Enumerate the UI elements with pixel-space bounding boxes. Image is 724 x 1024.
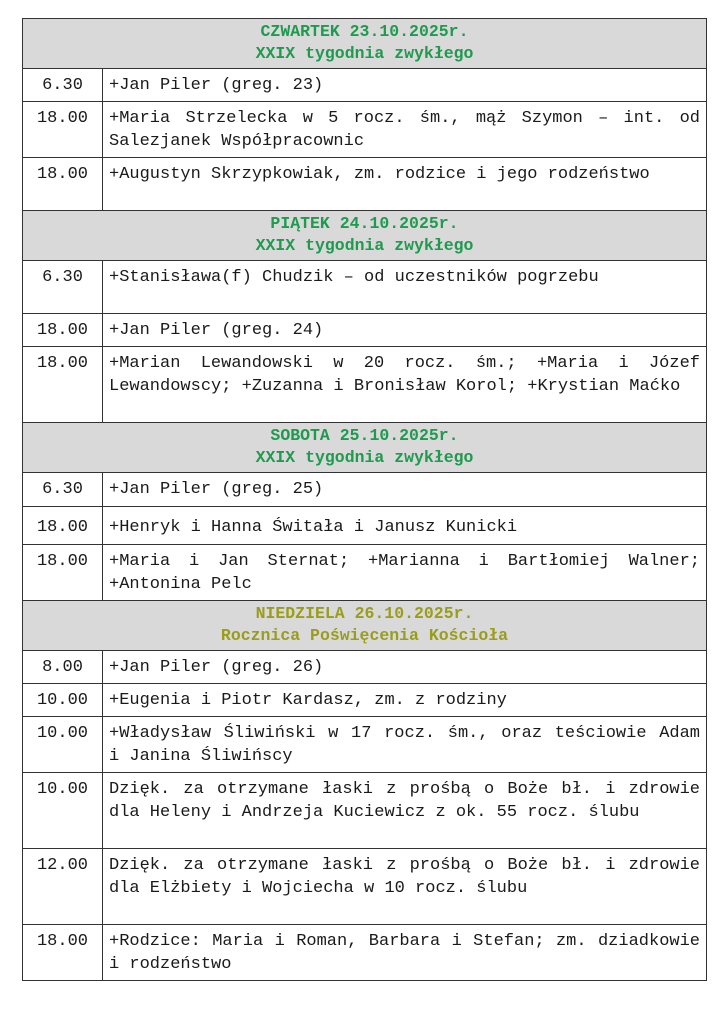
mass-time: 6.30 bbox=[23, 69, 103, 102]
mass-time: 18.00 bbox=[23, 347, 103, 423]
day-header-friday bbox=[23, 211, 707, 261]
mass-intention: Dzięk. za otrzymane łaski z prośbą o Boże bł. i zdrowie dla Elżbiety i Wojciecha w 10 rocz. ślubu bbox=[103, 849, 707, 925]
mass-intention: +Jan Piler (greg. 25) bbox=[103, 473, 707, 507]
mass-intention: +Jan Piler (greg. 26) bbox=[103, 651, 707, 684]
mass-intention: +Henryk i Hanna Świtała i Janusz Kunicki bbox=[103, 507, 707, 545]
mass-time: 18.00 bbox=[23, 102, 103, 158]
mass-time: 8.00 bbox=[23, 651, 103, 684]
mass-intention: +Jan Piler (greg. 23) bbox=[103, 69, 707, 102]
mass-row bbox=[23, 651, 707, 684]
mass-intention: +Maria i Jan Sternat; +Marianna i Bartłomiej Walner; +Antonina Pelc bbox=[103, 545, 707, 601]
mass-row bbox=[23, 507, 707, 545]
day-subtitle: Rocznica Poświęcenia Kościoła bbox=[220, 626, 509, 645]
mass-intention: +Maria Strzelecka w 5 rocz. śm., mąż Szymon – int. od Salezjanek Współpracownic bbox=[103, 102, 707, 158]
day-header-thursday bbox=[23, 19, 707, 69]
mass-row bbox=[23, 102, 707, 158]
day-subtitle: XXIX tygodnia zwykłego bbox=[255, 236, 474, 255]
day-title: NIEDZIELA 26.10.2025r. bbox=[255, 604, 474, 623]
mass-schedule-table bbox=[22, 18, 707, 981]
mass-row bbox=[23, 925, 707, 981]
mass-time: 10.00 bbox=[23, 684, 103, 717]
mass-time: 10.00 bbox=[23, 773, 103, 849]
mass-time: 18.00 bbox=[23, 507, 103, 545]
mass-time: 18.00 bbox=[23, 314, 103, 347]
mass-intention: Dzięk. za otrzymane łaski z prośbą o Boże bł. i zdrowie dla Heleny i Andrzeja Kuciewicz z ok. 55 rocz. ślubu bbox=[103, 773, 707, 849]
mass-intention: +Jan Piler (greg. 24) bbox=[103, 314, 707, 347]
mass-row bbox=[23, 545, 707, 601]
mass-time: 18.00 bbox=[23, 925, 103, 981]
mass-row bbox=[23, 773, 707, 849]
mass-intention: +Stanisława(f) Chudzik – od uczestników pogrzebu bbox=[103, 261, 707, 314]
day-subtitle: XXIX tygodnia zwykłego bbox=[255, 44, 474, 63]
mass-row bbox=[23, 69, 707, 102]
mass-row bbox=[23, 347, 707, 423]
day-title: CZWARTEK 23.10.2025r. bbox=[260, 22, 469, 41]
mass-intention: +Rodzice: Maria i Roman, Barbara i Stefan; zm. dziadkowie i rodzeństwo bbox=[103, 925, 707, 981]
mass-time: 10.00 bbox=[23, 717, 103, 773]
mass-time: 12.00 bbox=[23, 849, 103, 925]
day-title: SOBOTA 25.10.2025r. bbox=[270, 426, 459, 445]
mass-intention: +Władysław Śliwiński w 17 rocz. śm., oraz teściowie Adam i Janina Śliwińscy bbox=[103, 717, 707, 773]
mass-intention: +Augustyn Skrzypkowiak, zm. rodzice i jego rodzeństwo bbox=[103, 158, 707, 211]
mass-intention: +Eugenia i Piotr Kardasz, zm. z rodziny bbox=[103, 684, 707, 717]
day-subtitle: XXIX tygodnia zwykłego bbox=[255, 448, 474, 467]
mass-row bbox=[23, 314, 707, 347]
mass-time: 6.30 bbox=[23, 473, 103, 507]
mass-row bbox=[23, 849, 707, 925]
day-header-sunday bbox=[23, 601, 707, 651]
mass-time: 18.00 bbox=[23, 545, 103, 601]
mass-row bbox=[23, 473, 707, 507]
mass-row bbox=[23, 261, 707, 314]
mass-time: 18.00 bbox=[23, 158, 103, 211]
day-header-saturday bbox=[23, 423, 707, 473]
mass-row bbox=[23, 717, 707, 773]
mass-row bbox=[23, 684, 707, 717]
mass-time: 6.30 bbox=[23, 261, 103, 314]
mass-row bbox=[23, 158, 707, 211]
mass-intention: +Marian Lewandowski w 20 rocz. śm.; +Maria i Józef Lewandowscy; +Zuzanna i Bronisław Korol; +Krystian Maćko bbox=[103, 347, 707, 423]
day-title: PIĄTEK 24.10.2025r. bbox=[270, 214, 459, 233]
